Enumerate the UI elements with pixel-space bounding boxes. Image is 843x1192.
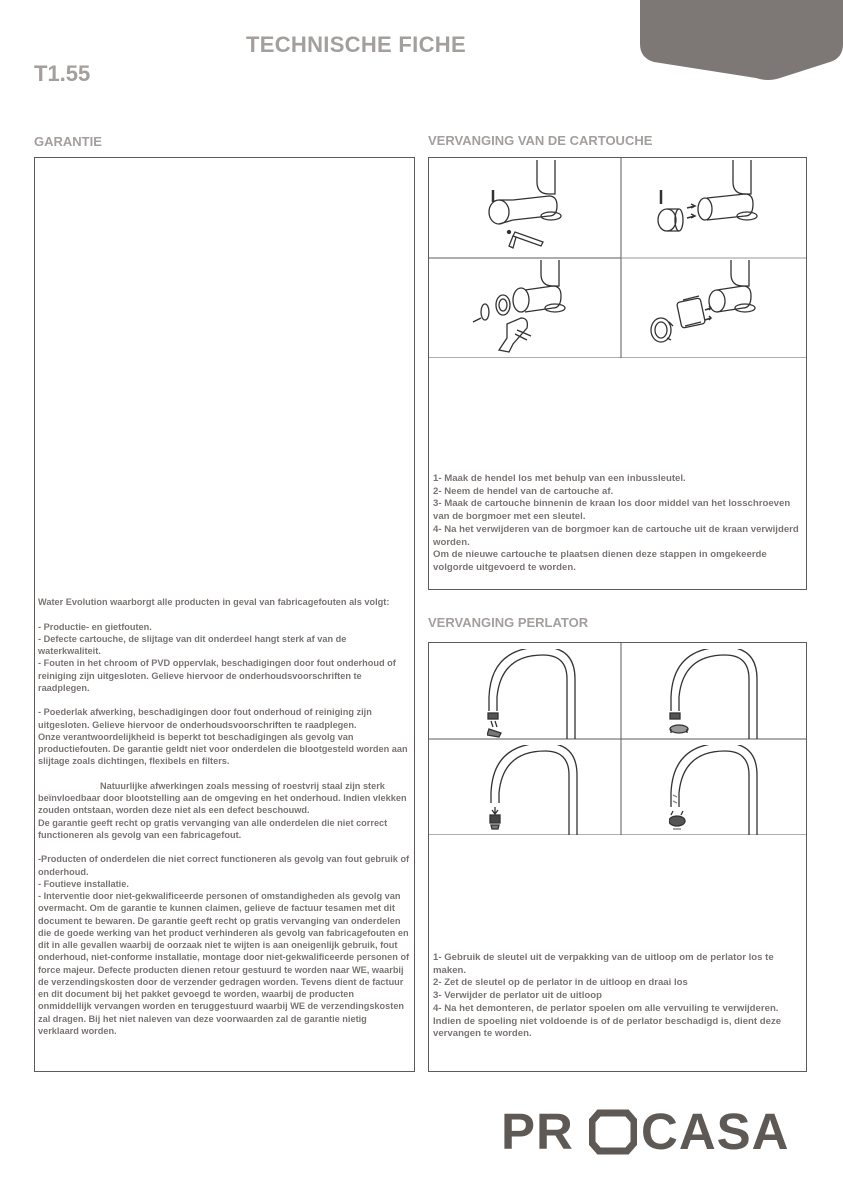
perlator-step: 1- Gebruik de sleutel uit de verpakking van de uitloop om de perlator los te maken.	[433, 952, 774, 976]
garantie-paragraph: - Productie- en gietfouten.	[38, 621, 152, 632]
model-number: T1.55	[34, 61, 91, 86]
perlator-step1-icon	[487, 649, 587, 739]
perlator-box	[428, 642, 807, 1072]
cartouche-step: 1- Maak de hendel los met behulp van een inbussleutel.	[433, 473, 686, 484]
cartouche-step: 2- Neem de hendel van de cartouche af.	[433, 485, 614, 497]
cartouche-steps	[433, 473, 801, 575]
cartouche-step: Om de nieuwe cartouche te plaatsen dienen deze stappen in omgekeerde volgorde uitgevoerd te worden.	[433, 549, 767, 573]
cartouche-step3-icon	[469, 260, 609, 356]
garantie-paragraph: - Poederlak afwerking, beschadigingen door fout onderhoud of reiniging zijn uitgesloten. Gelieve hiervoor de onderhoudsvoorschriften te raadplegen.	[38, 707, 372, 730]
garantie-text	[38, 596, 410, 1037]
garantie-paragraph: - Defecte cartouche, de slijtage van dit onderdeel hangt sterk af van de waterkwaliteit.	[38, 633, 347, 656]
perlator-steps	[433, 952, 803, 1041]
garantie-heading: GARANTIE	[34, 134, 102, 149]
cartouche-box	[428, 157, 807, 590]
garantie-spacer	[38, 768, 410, 780]
garantie-spacer	[38, 694, 410, 706]
garantie-paragraph: Water Evolution waarborgt alle producten in geval van fabricagefouten als volgt:	[38, 597, 390, 607]
perlator-step3-icon	[489, 745, 589, 835]
cartouche-step2-icon	[649, 160, 779, 256]
perlator-step2-icon	[669, 649, 769, 739]
page-title: TECHNISCHE FICHE	[246, 32, 466, 57]
cartouche-step1-icon	[479, 160, 599, 256]
garantie-paragraph: Onze verantwoordelijkheid is beperkt tot beschadigingen als gevolg van productiefouten. De garantie geldt niet voor onderdelen die blootgesteld worden aan slijtage zoals dichtingen, flexibels en filters.	[38, 731, 408, 767]
perlator-step: 4- Na het demonteren, de perlator spoelen om alle vervuiling te verwijderen.	[433, 1002, 779, 1014]
cartouche-step: 3- Maak de cartouche binnenin de kraan los door middel van het losschroeven van de borgmoer met een sleutel.	[433, 498, 791, 523]
procasa-logo	[501, 1103, 807, 1160]
logo-o-hexagon-icon	[589, 1109, 637, 1155]
cartouche-step4-icon	[639, 260, 779, 356]
garantie-spacer	[38, 841, 410, 853]
garantie-paragraph: - Interventie door niet-gekwalificeerde personen of omstandigheden als gevolg van overmacht. Om de garantie te kunnen claimen, gelieve de factuur tesamen met dit document te bewaren. De garantie geeft recht op gratis vervanging van onderdelen die de goede werking van het product verhinderen als gevolg van fabricagefouten en dit in alle gevallen waarbij de oorzaak niet te wijten is aan oneigenlijk gebruik, fout onderhoud, niet-conforme installatie, montage door niet-gekwalificeerde personen of force majeur. Defecte producten dienen retour gestuurd te worden naar WE, waarbij de verzendingskosten door de verzender gedragen worden. Tevens dient de factuur en dit document bij het pakket gevoegd te worden, waarbij de producten onmiddellijk vervangen worden en teruggestuurd waarbij WE de verzendingskosten zal dragen. Bij het niet naleven van deze voorwaarden zal de garantie nietig verklaard worden.	[38, 891, 410, 1036]
perlator-step: Indien de spoeling niet voldoende is of de perlator beschadigd is, dient deze vervangen te worden.	[433, 1015, 782, 1040]
perlator-step4-icon	[669, 745, 769, 835]
garantie-paragraph: -Producten of onderdelen die niet correct functioneren als gevolg van fout gebruik of onderhoud.	[38, 854, 410, 877]
garantie-paragraph: - Fouten in het chroom of PVD oppervlak, beschadigingen door fout onderhoud of reiniging zijn uitgesloten. Gelieve hiervoor de onderhoudsvoorschriften te raadplegen.	[38, 658, 396, 693]
cartouche-step: 4- Na het verwijderen van de borgmoer kan de cartouche uit de kraan verwijderd worden.	[433, 523, 799, 548]
perlator-step: 2- Zet de sleutel op de perlator in de uitloop en draai los	[433, 977, 688, 989]
garantie-paragraph: - Foutieve installatie.	[38, 878, 129, 889]
logo-text-right: CASA	[641, 1103, 790, 1160]
garantie-paragraph: De garantie geeft recht op gratis vervanging van alle onderdelen die niet correct functioneren als gevolg van een fabricagefout.	[38, 817, 388, 840]
garantie-spacer	[38, 608, 410, 620]
header-tab-shape	[640, 0, 843, 82]
perlator-step: 3- Verwijder de perlator uit de uitloop	[433, 990, 602, 1002]
logo-text-left: PR	[501, 1103, 574, 1160]
cartouche-heading: VERVANGING VAN DE CARTOUCHE	[428, 133, 653, 148]
garantie-paragraph: Natuurlijke afwerkingen zoals messing of roestvrij staal zijn sterk beïnvloedbaar door blootstelling aan de omgeving en het onderhoud. Indien vlekken zouden ontstaan, worden deze niet als een defect beschouwd.	[38, 780, 407, 816]
perlator-heading: VERVANGING PERLATOR	[428, 615, 589, 630]
